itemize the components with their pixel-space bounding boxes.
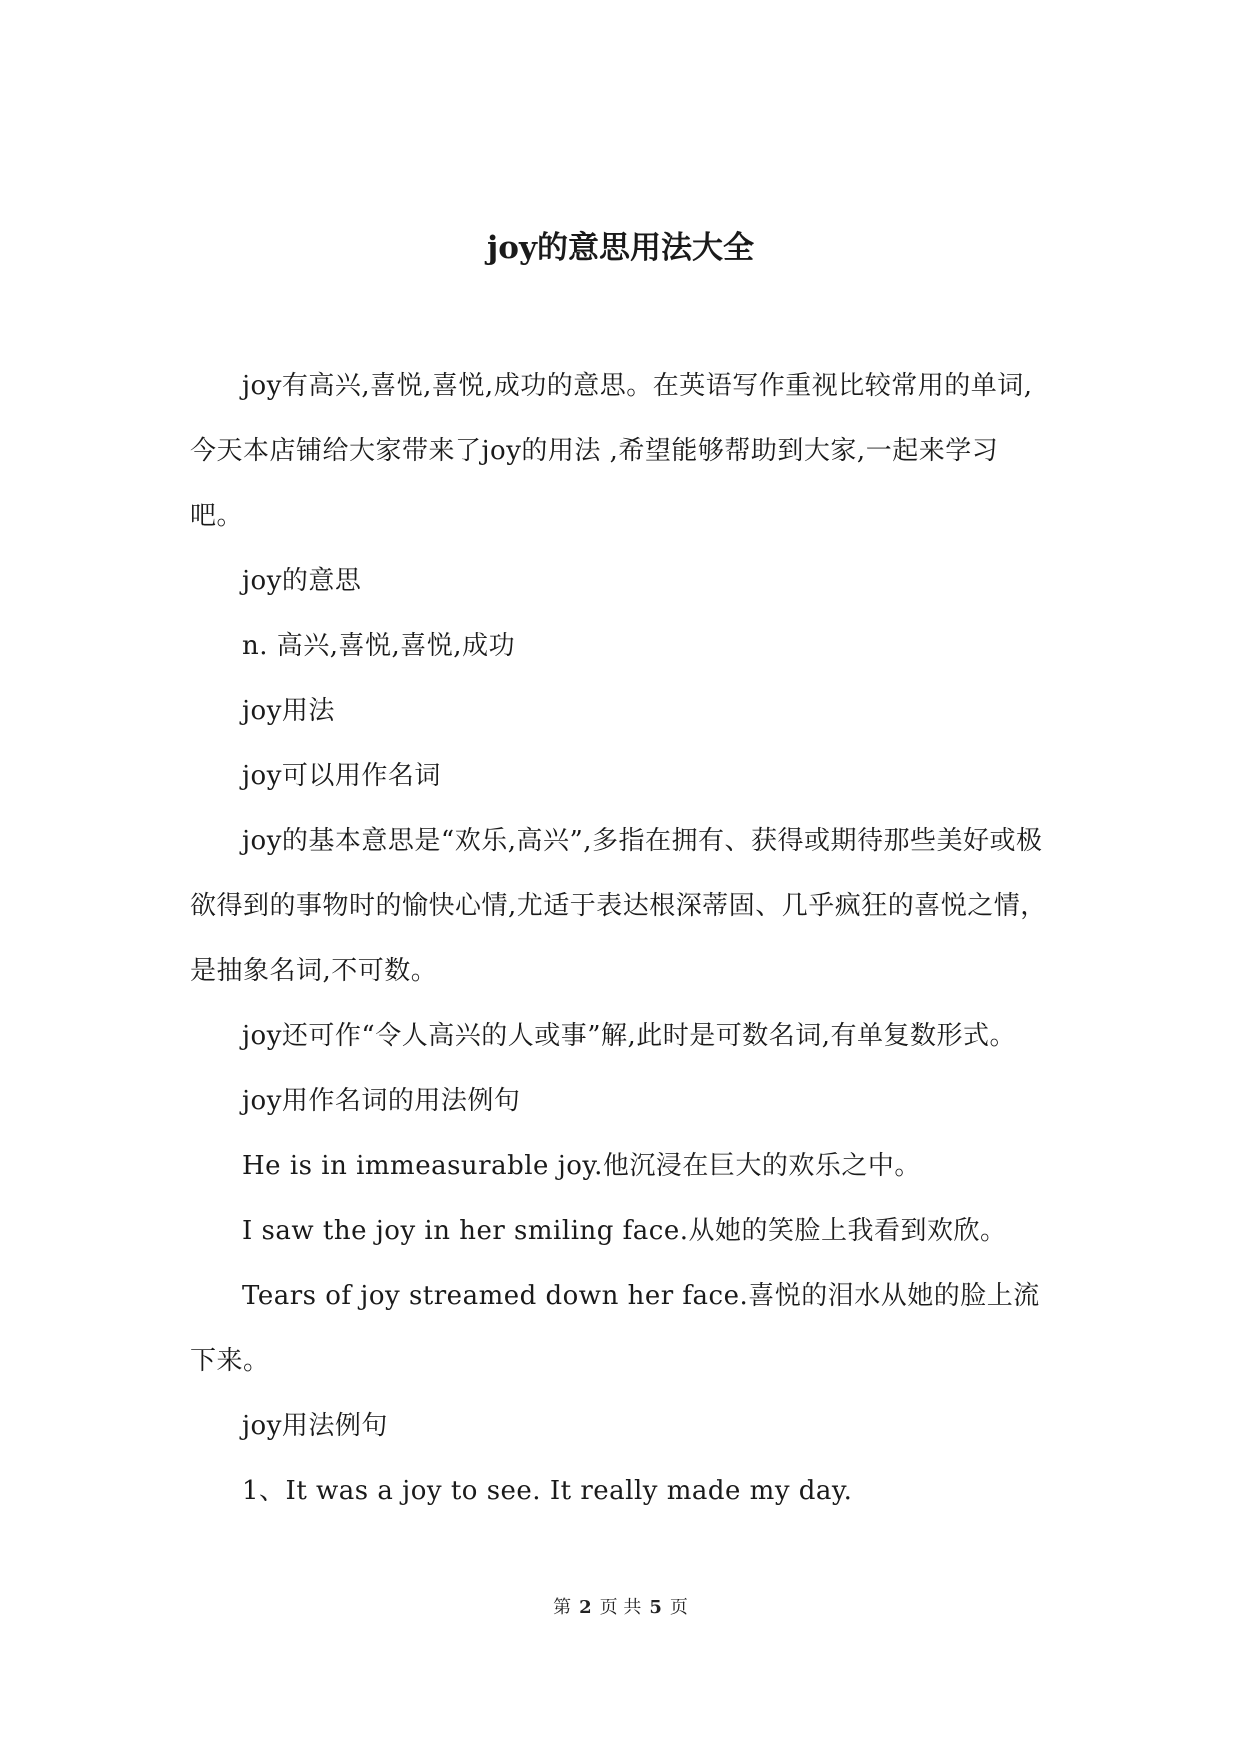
paragraph-definition: n. 高兴,喜悦,喜悦,成功: [242, 631, 516, 661]
footer-suffix: 页: [669, 1597, 688, 1618]
example-sentence-1: He is in immeasurable joy.他沉浸在巨大的欢乐之中。: [242, 1151, 921, 1181]
footer-middle: 页 共: [599, 1597, 642, 1618]
heading-noun-usage: joy可以用作名词: [242, 761, 441, 791]
heading-usage-examples: joy用法例句: [242, 1411, 388, 1441]
paragraph-countable-meaning: joy还可作“令人高兴的人或事”解,此时是可数名词,有单复数形式。: [242, 1021, 1017, 1051]
heading-usage: joy用法: [242, 696, 335, 726]
example-sentence-numbered-1: 1、It was a joy to see. It really made my day.: [242, 1476, 853, 1506]
heading-meaning: joy的意思: [242, 566, 362, 596]
footer-current-page: 2: [579, 1597, 592, 1618]
example-sentence-2: I saw the joy in her smiling face.从她的笑脸上我看到欢欣。: [242, 1216, 1007, 1246]
heading-noun-examples: joy用作名词的用法例句: [242, 1086, 521, 1116]
footer-prefix: 第: [553, 1597, 572, 1618]
document-body: [190, 354, 1050, 1524]
footer-total-pages: 5: [649, 1597, 662, 1618]
paragraph-intro: joy有高兴,喜悦,喜悦,成功的意思。在英语写作重视比较常用的单词,今天本店铺给大家带来了joy的用法 ,希望能够帮助到大家,一起来学习吧。: [190, 371, 1033, 531]
example-sentence-3: Tears of joy streamed down her face.喜悦的泪水从她的脸上流下来。: [190, 1281, 1040, 1376]
page-footer: [0, 1596, 1241, 1620]
document-title: joy的意思用法大全: [487, 230, 754, 266]
paragraph-basic-meaning: joy的基本意思是“欢乐,高兴”,多指在拥有、获得或期待那些美好或极欲得到的事物时的愉快心情,尤适于表达根深蒂固、几乎疯狂的喜悦之情，是抽象名词,不可数。: [190, 826, 1047, 986]
